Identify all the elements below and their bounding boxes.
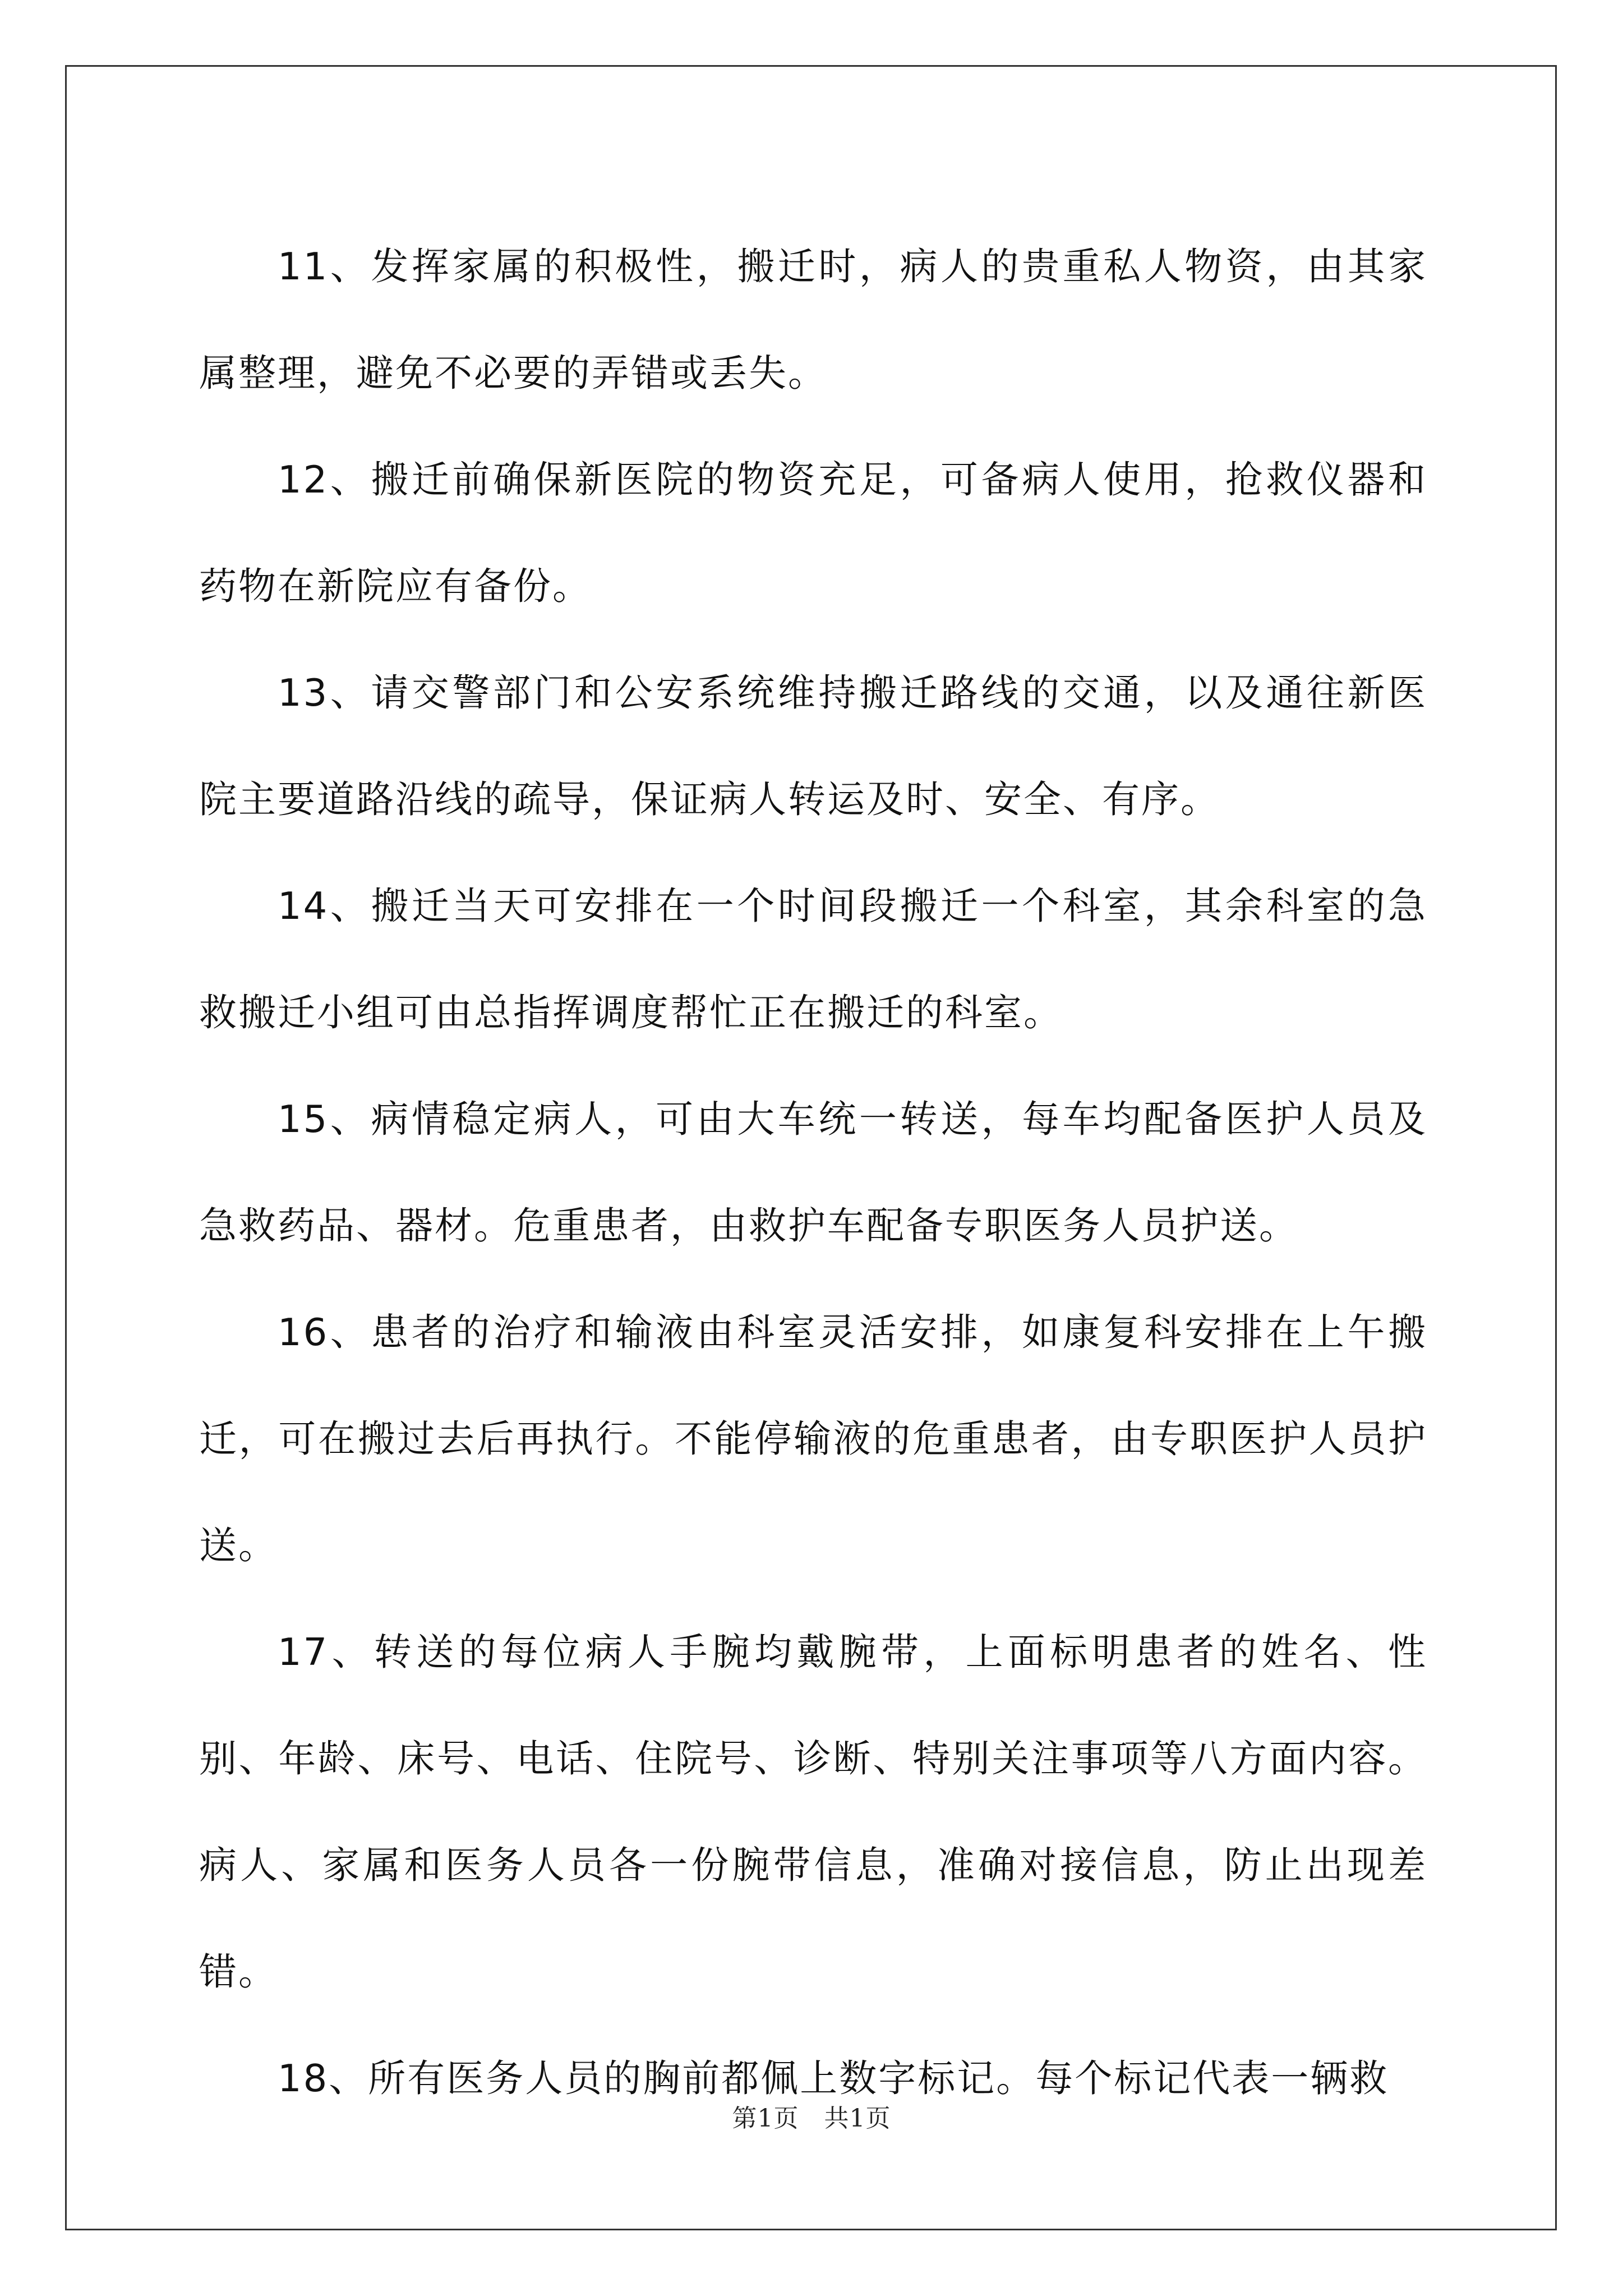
page-total: 共1页 — [824, 2104, 891, 2133]
paragraph-16: 16、患者的治疗和输液由科室灵活安排，如康复科安排在上午搬迁，可在搬过去后再执行。不能停输液的危重患者，由专职医护人员护送。 — [199, 1310, 1427, 1567]
paragraph-11: 11、发挥家属的积极性，搬迁时，病人的贵重私人物资，由其家属整理，避免不必要的弄错或丢失。 — [199, 245, 1427, 395]
page-footer — [0, 2098, 1623, 2134]
page-number: 第1页 — [732, 2104, 799, 2133]
paragraph-18: 18、所有医务人员的胸前都佩上数字标记。每个标记代表一辆救 — [278, 2056, 1389, 2100]
document-body — [199, 213, 1427, 2132]
paragraph-14: 14、搬迁当天可安排在一个时间段搬迁一个科室，其余科室的急救搬迁小组可由总指挥调度帮忙正在搬迁的科室。 — [199, 884, 1427, 1034]
paragraph-17: 17、转送的每位病人手腕均戴腕带，上面标明患者的姓名、性别、年龄、床号、电话、住院号、诊断、特别关注事项等八方面内容。病人、家属和医务人员各一份腕带信息，准确对接信息，防止出现差错。 — [199, 1630, 1427, 1994]
paragraph-13: 13、请交警部门和公安系统维持搬迁路线的交通，以及通往新医院主要道路沿线的疏导，保证病人转运及时、安全、有序。 — [199, 671, 1427, 821]
paragraph-12: 12、搬迁前确保新医院的物资充足，可备病人使用，抢救仪器和药物在新院应有备份。 — [199, 458, 1427, 608]
paragraph-15: 15、病情稳定病人，可由大车统一转送，每车均配备医护人员及急救药品、器材。危重患者，由救护车配备专职医务人员护送。 — [199, 1097, 1427, 1248]
